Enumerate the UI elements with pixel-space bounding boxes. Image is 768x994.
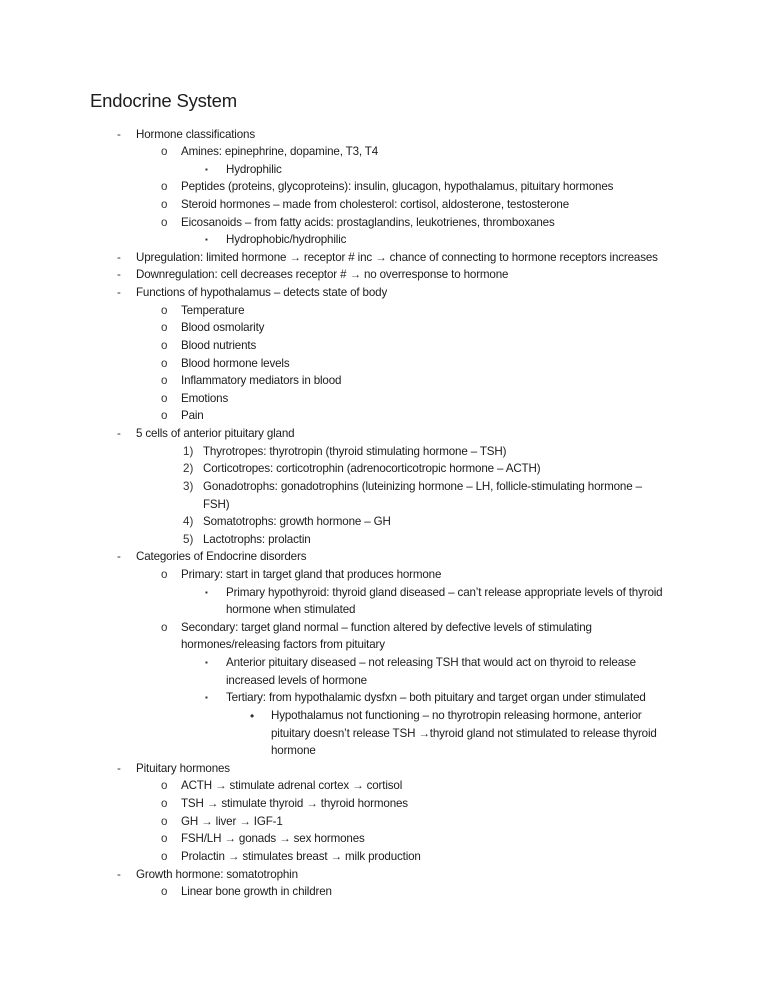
- list-item-text: FSH): [203, 497, 230, 511]
- circle-bullet-icon: o: [161, 849, 168, 863]
- dash-bullet-icon: -: [117, 550, 121, 564]
- circle-bullet-icon: o: [161, 303, 168, 317]
- circle-bullet-icon: o: [161, 374, 168, 388]
- list-item-text: Anterior pituitary diseased – not releasing TSH that would act on thyroid to release: [226, 656, 636, 670]
- list-number: 2): [183, 462, 194, 476]
- list-item-text: Hydrophilic: [226, 162, 282, 176]
- circle-bullet-icon: o: [161, 145, 168, 159]
- list-item-text: Growth hormone: somatotrophin: [136, 867, 298, 881]
- circle-bullet-icon: o: [161, 197, 168, 211]
- list-item-text: Pain: [181, 409, 204, 423]
- list-item-text: Lactotrophs: prolactin: [203, 532, 311, 546]
- list-item-text: Emotions: [181, 391, 229, 405]
- list-item-text: ACTH → stimulate adrenal cortex → cortisol: [181, 779, 403, 793]
- list-item-text: hormone when stimulated: [226, 603, 356, 617]
- circle-bullet-icon: o: [161, 797, 168, 811]
- square-bullet-icon: ▪: [205, 164, 208, 174]
- dash-bullet-icon: -: [117, 427, 121, 441]
- list-item-text: Steroid hormones – made from cholesterol: cortisol, aldosterone, testosterone: [181, 197, 569, 211]
- list-item-text: GH → liver → IGF-1: [181, 814, 283, 828]
- list-item-text: Prolactin → stimulates breast → milk production: [181, 849, 421, 863]
- circle-bullet-icon: o: [161, 568, 168, 581]
- list-item-text: Temperature: [181, 303, 245, 317]
- dot-bullet-icon: •: [250, 708, 255, 723]
- circle-bullet-icon: o: [161, 885, 168, 899]
- list-item-text: Upregulation: limited hormone → receptor # inc → chance of connecting to hormone receptors increases: [136, 250, 658, 264]
- dash-bullet-icon: -: [117, 761, 121, 775]
- list-item-text: Primary: start in target gland that produces hormone: [181, 568, 442, 581]
- dash-bullet-icon: -: [117, 286, 121, 300]
- dash-bullet-icon: -: [117, 250, 121, 264]
- list-item-text: Blood nutrients: [181, 338, 257, 352]
- circle-bullet-icon: o: [161, 356, 168, 370]
- list-item-text: Tertiary: from hypothalamic dysfxn – both pituitary and target organ under stimulated: [226, 691, 646, 705]
- list-item-text: Pituitary hormones: [136, 761, 230, 775]
- circle-bullet-icon: o: [161, 409, 168, 423]
- list-item-text: Primary hypothyroid: thyroid gland diseased – can’t release appropriate levels of thyroid: [226, 585, 663, 599]
- list-number: 5): [183, 532, 194, 546]
- list-item-text: increased levels of hormone: [226, 673, 367, 687]
- square-bullet-icon: ▪: [205, 587, 208, 597]
- list-item-text: TSH → stimulate thyroid → thyroid hormones: [181, 797, 408, 811]
- circle-bullet-icon: o: [161, 832, 168, 846]
- list-number: 1): [183, 444, 194, 458]
- page-title: Endocrine System: [90, 90, 237, 111]
- square-bullet-icon: ▪: [205, 658, 208, 668]
- list-item-text: Categories of Endocrine disorders: [136, 550, 307, 564]
- dash-bullet-icon: -: [117, 268, 121, 282]
- list-item-text: Functions of hypothalamus – detects state of body: [136, 286, 388, 300]
- list-item-text: Linear bone growth in children: [181, 885, 332, 899]
- list-item-text: Thyrotropes: thyrotropin (thyroid stimulating hormone – TSH): [203, 444, 507, 458]
- list-item-text: Downregulation: cell decreases receptor # → no overresponse to hormone: [136, 268, 509, 282]
- list-item-text: Hypothalamus not functioning – no thyrotropin releasing hormone, anterior: [271, 708, 642, 722]
- list-item-text: Somatotrophs: growth hormone – GH: [203, 515, 391, 529]
- square-bullet-icon: ▪: [205, 693, 208, 703]
- list-item-text: Eicosanoids – from fatty acids: prostaglandins, leukotrienes, thromboxanes: [181, 215, 555, 229]
- list-item-text: Peptides (proteins, glycoproteins): insulin, glucagon, hypothalamus, pituitary hormones: [181, 180, 614, 194]
- circle-bullet-icon: o: [161, 215, 168, 229]
- dash-bullet-icon: -: [117, 127, 121, 141]
- circle-bullet-icon: o: [161, 620, 168, 634]
- list-item-text: 5 cells of anterior pituitary gland: [136, 427, 295, 441]
- list-item-text: Blood osmolarity: [181, 321, 265, 335]
- list-item-text: pituitary doesn’t release TSH →thyroid gland not stimulated to release thyroid: [271, 726, 657, 740]
- list-item-text: FSH/LH → gonads → sex hormones: [181, 832, 365, 846]
- list-item-text: hormones/releasing factors from pituitary: [181, 638, 385, 652]
- circle-bullet-icon: o: [161, 391, 168, 405]
- list-item-text: Hormone classifications: [136, 127, 255, 141]
- square-bullet-icon: ▪: [205, 235, 208, 245]
- circle-bullet-icon: o: [161, 814, 168, 828]
- list-item-text: hormone: [271, 744, 316, 758]
- list-number: 4): [183, 515, 194, 529]
- list-number: 3): [183, 479, 194, 493]
- list-item-text: Amines: epinephrine, dopamine, T3, T4: [181, 145, 379, 159]
- list-item-text: Blood hormone levels: [181, 356, 290, 370]
- list-item-text: Corticotropes: corticotrophin (adrenocorticotropic hormone – ACTH): [203, 462, 541, 476]
- list-item-text: Secondary: target gland normal – function altered by defective levels of stimulating: [181, 620, 592, 634]
- list-item-text: Gonadotrophs: gonadotrophins (luteinizing hormone – LH, follicle-stimulating hormone –: [203, 479, 642, 493]
- circle-bullet-icon: o: [161, 338, 168, 352]
- list-item-text: Hydrophobic/hydrophilic: [226, 233, 347, 247]
- dash-bullet-icon: -: [117, 867, 121, 881]
- circle-bullet-icon: o: [161, 180, 168, 194]
- circle-bullet-icon: o: [161, 779, 168, 793]
- circle-bullet-icon: o: [161, 321, 168, 335]
- list-item-text: Inflammatory mediators in blood: [181, 374, 342, 388]
